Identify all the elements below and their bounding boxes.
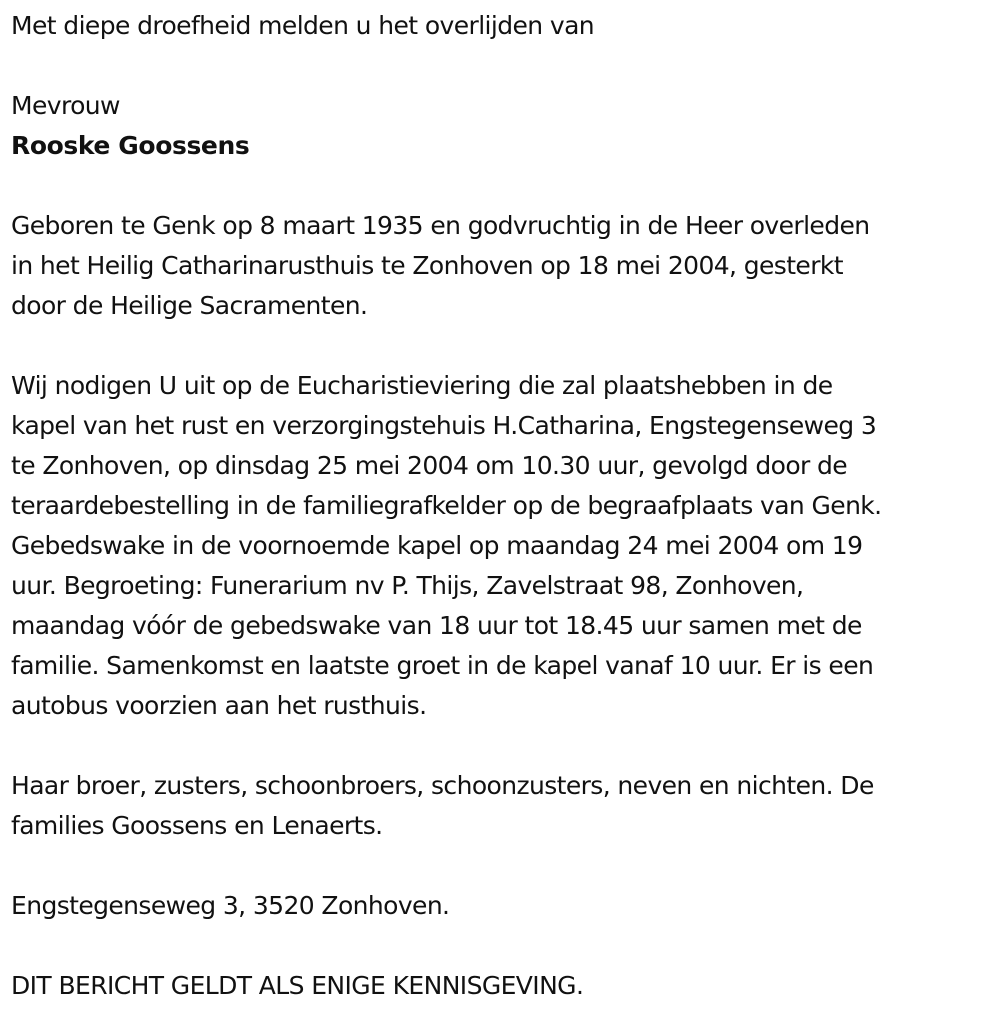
paragraph-line: familie. Samenkomst en laatste groet in de kapel vanaf 10 uur. Er is een bbox=[11, 651, 874, 680]
spacer bbox=[11, 326, 986, 366]
ceremony-paragraph bbox=[11, 366, 986, 726]
paragraph-line: door de Heilige Sacramenten. bbox=[11, 291, 368, 320]
spacer bbox=[11, 166, 986, 206]
paragraph-line: uur. Begroeting: Funerarium nv P. Thijs, Zavelstraat 98, Zonhoven, bbox=[11, 571, 804, 600]
salutation: Mevrouw bbox=[11, 91, 120, 120]
intro-text: Met diepe droefheid melden u het overlijden van bbox=[11, 11, 595, 40]
paragraph-line: Geboren te Genk op 8 maart 1935 en godvruchtig in de Heer overleden bbox=[11, 211, 870, 240]
paragraph-line: Wij nodigen U uit op de Eucharistieviering die zal plaatshebben in de bbox=[11, 371, 833, 400]
spacer bbox=[11, 926, 986, 966]
death-announcement bbox=[11, 6, 986, 1006]
paragraph-line: families Goossens en Lenaerts. bbox=[11, 811, 383, 840]
address: Engstegenseweg 3, 3520 Zonhoven. bbox=[11, 891, 450, 920]
spacer bbox=[11, 726, 986, 766]
family-paragraph bbox=[11, 766, 986, 846]
spacer bbox=[11, 846, 986, 886]
paragraph-line: maandag vóór de gebedswake van 18 uur tot 18.45 uur samen met de bbox=[11, 611, 862, 640]
paragraph-line: teraardebestelling in de familiegrafkelder op de begraafplaats van Genk. bbox=[11, 491, 882, 520]
spacer bbox=[11, 46, 986, 86]
paragraph-line: Haar broer, zusters, schoonbroers, schoonzusters, neven en nichten. De bbox=[11, 771, 874, 800]
notice: DIT BERICHT GELDT ALS ENIGE KENNISGEVING. bbox=[11, 971, 584, 1000]
deceased-name: Rooske Goossens bbox=[11, 131, 250, 160]
paragraph-line: in het Heilig Catharinarusthuis te Zonhoven op 18 mei 2004, gesterkt bbox=[11, 251, 843, 280]
paragraph-line: kapel van het rust en verzorgingstehuis H.Catharina, Engstegenseweg 3 bbox=[11, 411, 877, 440]
birth-death-paragraph bbox=[11, 206, 986, 326]
paragraph-line: autobus voorzien aan het rusthuis. bbox=[11, 691, 427, 720]
paragraph-line: Gebedswake in de voornoemde kapel op maandag 24 mei 2004 om 19 bbox=[11, 531, 863, 560]
paragraph-line: te Zonhoven, op dinsdag 25 mei 2004 om 10.30 uur, gevolgd door de bbox=[11, 451, 848, 480]
